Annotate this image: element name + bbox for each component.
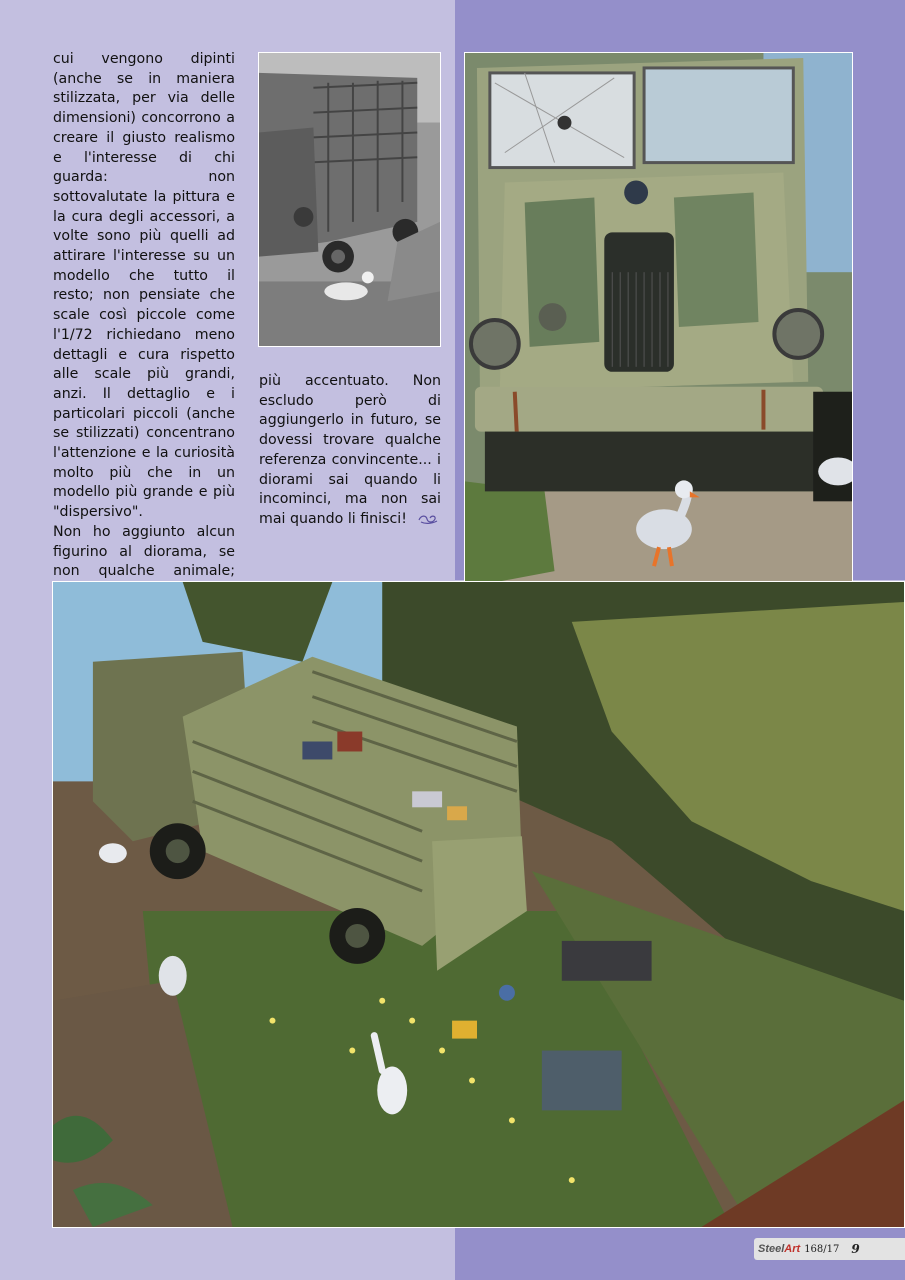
brand-steel: Steel <box>758 1243 785 1255</box>
page-footer <box>754 1238 905 1260</box>
article-column-2 <box>259 372 441 530</box>
article-paragraph: cui vengono dipinti (anche se in maniera stilizzata, per via delle dimensioni) concorrono a creare il giusto realismo e l'interesse di chi guarda: non sottovalutate la pittura e la cura degli accessori, a volte sono più quelli ad attirare l'interesse su un modello che tutto il resto; non pensiate che scale così piccole come l'1/72 richiedano meno dettagli e cura rispetto alle scale più grandi, anzi. Il dettaglio e i particolari piccoli (anche se stilizzati) concentrano l'attenzione e la curiosità molto più che in un modello più grande e più "dispersivo". <box>53 51 235 521</box>
page-number: 9 <box>851 1242 860 1256</box>
photo-diorama-overview <box>52 581 905 1228</box>
brand-art: Art <box>784 1243 801 1255</box>
closing-text: più accentuato. Non escludo però di aggiungerlo in futuro, se dovessi trovare qualche referenza convincente... i diorami sai quando li incominci, ma non sai mai quando li finisci! <box>259 373 441 527</box>
end-mark-icon <box>417 513 439 525</box>
photo-truck-front <box>464 52 853 589</box>
article-column-1 <box>53 50 235 621</box>
article-paragraph-end <box>259 372 441 530</box>
issue-number: 168/17 <box>804 1243 840 1255</box>
article-paragraph: Non ho aggiunto alcun figurino al diorama, se non qualche animale; <box>53 523 235 580</box>
photo-truck-rear-bw <box>258 52 441 347</box>
